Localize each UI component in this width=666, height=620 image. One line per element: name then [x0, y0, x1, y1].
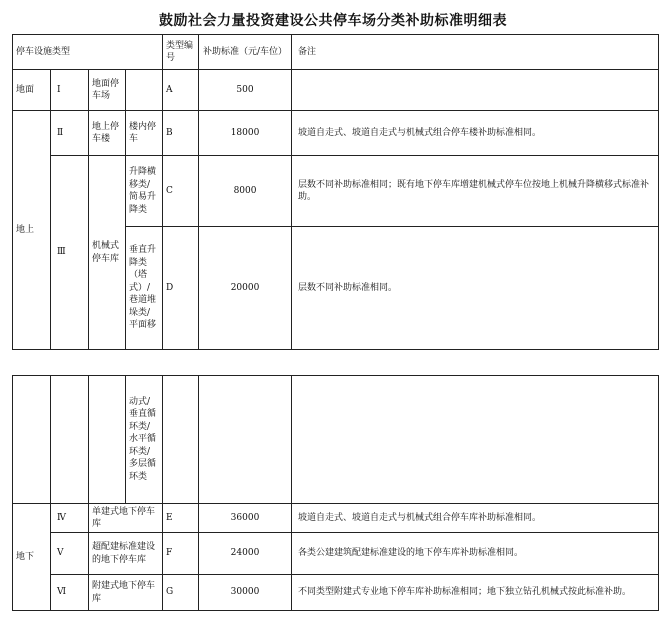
level-cell — [51, 376, 89, 504]
detail-cell: 升降横移类/简易升降类 — [126, 156, 163, 227]
group-cell — [13, 376, 51, 504]
level-cell: Ⅵ — [51, 575, 89, 611]
amount-cell: 500 — [199, 70, 292, 111]
remark-cell — [292, 376, 659, 504]
subcategory-cell: 附建式地下停车库 — [89, 575, 163, 611]
header-subsidy: 补助标准（元/车位） — [199, 35, 292, 70]
subcategory-cell: 地面停车场 — [89, 70, 126, 111]
detail-cell: 动式/垂直循环类/水平循环类/多层循环类 — [126, 376, 163, 504]
level-cell: Ⅲ — [51, 156, 89, 350]
subcategory-cell: 超配建标准建设的地下停车库 — [89, 533, 163, 575]
subcategory-cell: 地上停车楼 — [89, 111, 126, 156]
code-cell: C — [163, 156, 199, 227]
amount-cell — [199, 376, 292, 504]
code-cell: B — [163, 111, 199, 156]
table-row — [13, 376, 659, 504]
remark-cell: 坡道自走式、坡道自走式与机械式组合停车楼补助标准相同。 — [292, 111, 659, 156]
table-header-row — [13, 35, 659, 70]
table-row — [13, 156, 659, 227]
table-row — [13, 111, 659, 156]
code-cell: E — [163, 504, 199, 533]
level-cell: Ⅴ — [51, 533, 89, 575]
page-title: 鼓励社会力量投资建设公共停车场分类补助标准明细表 — [159, 13, 507, 29]
table-row — [13, 533, 659, 575]
code-cell: G — [163, 575, 199, 611]
amount-cell: 30000 — [199, 575, 292, 611]
detail-cell: 垂直升降类（塔式）/巷道堆垛类/平面移 — [126, 227, 163, 350]
group-ground: 地面 — [13, 70, 51, 111]
remark-cell — [292, 70, 659, 111]
detail-cell: 楼内停车 — [126, 111, 163, 156]
code-cell: A — [163, 70, 199, 111]
code-cell: D — [163, 227, 199, 350]
group-above-ground: 地上 — [13, 111, 51, 350]
amount-cell: 20000 — [199, 227, 292, 350]
subsidy-table-part-1 — [12, 34, 659, 350]
code-cell — [163, 376, 199, 504]
subcategory-cell: 机械式停车库 — [89, 156, 126, 350]
level-cell: Ⅱ — [51, 111, 89, 156]
subcategory-cell — [89, 376, 126, 504]
remark-cell: 不同类型附建式专业地下停车库补助标准相同；地下独立钻孔机械式按此标准补助。 — [292, 575, 659, 611]
subcategory-cell: 单建式地下停车库 — [89, 504, 163, 533]
remark-cell: 各类公建建筑配建标准建设的地下停车库补助标准相同。 — [292, 533, 659, 575]
header-remarks: 备注 — [292, 35, 659, 70]
table-row — [13, 70, 659, 111]
subsidy-table-part-2 — [12, 375, 659, 611]
detail-cell — [126, 70, 163, 111]
amount-cell: 24000 — [199, 533, 292, 575]
remark-cell: 坡道自走式、坡道自走式与机械式组合停车库补助标准相同。 — [292, 504, 659, 533]
table-row — [13, 504, 659, 533]
code-cell: F — [163, 533, 199, 575]
table-row — [13, 575, 659, 611]
header-category: 停车设施类型 — [13, 35, 163, 70]
level-cell: Ⅰ — [51, 70, 89, 111]
header-type-code: 类型编号 — [163, 35, 199, 70]
remark-cell: 层数不同补助标准相同。 — [292, 227, 659, 350]
amount-cell: 18000 — [199, 111, 292, 156]
remark-cell: 层数不同补助标准相同；既有地下停车库增建机械式停车位按地上机械升降横移式标准补助。 — [292, 156, 659, 227]
amount-cell: 36000 — [199, 504, 292, 533]
amount-cell: 8000 — [199, 156, 292, 227]
group-underground: 地下 — [13, 504, 51, 611]
level-cell: Ⅳ — [51, 504, 89, 533]
